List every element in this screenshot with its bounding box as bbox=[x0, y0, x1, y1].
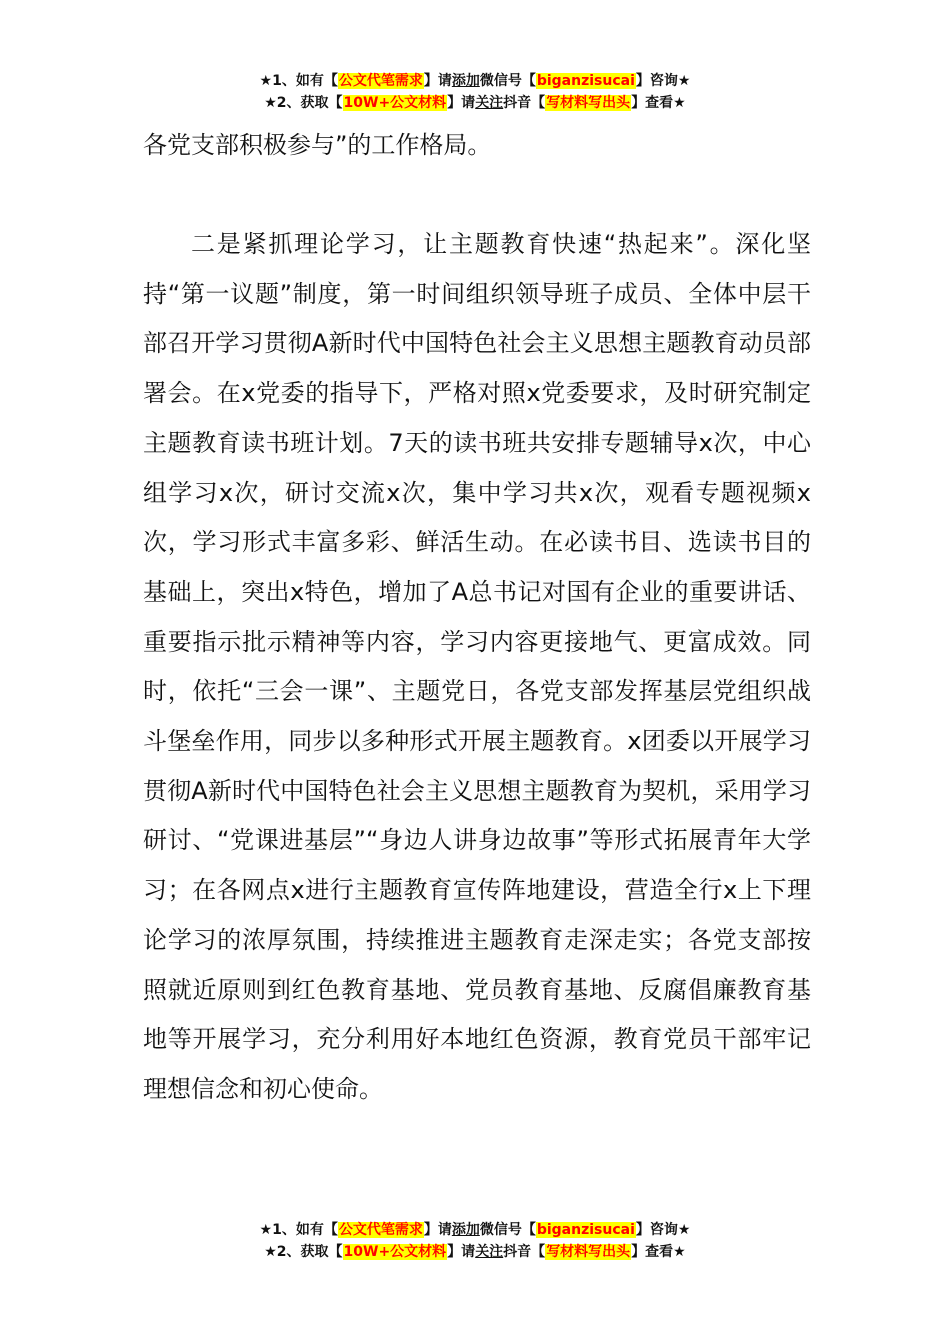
banner-line-2: ★2、获取【10W+公文材料】请关注抖音【写材料写出头】查看★ bbox=[264, 95, 686, 111]
banner-line-1: ★1、如有【公文代笔需求】请添加微信号【biganzisucai】咨询★ bbox=[259, 1222, 691, 1238]
paragraph-text: 二是紧抓理论学习，让主题教育快速“热起来”。深化坚持“第一议题”制度，第一时间组织领导班子成员、全体中层干部召开学习贯彻A新时代中国特色社会主义思想主题教育动员部署会。在x党委的指导下，严格对照x党委要求，及时研究制定主题教育读书班计划。7天的读书班共安排专题辅导x次，中心组学习x次，研讨交流x次，集中学习共x次，观看专题视频x次，学习形式丰富多彩、鲜活生动。在必读书目、选读书目的基础上，突出x特色，增加了A总书记对国有企业的重要讲话、重要指示批示精神等内容，学习内容更接地气、更富成效。同时，依托“三会一课”、主题党日，各党支部发挥基层党组织战斗堡垒作用，同步以多种形式开展主题教育。x团委以开展学习贯彻A新时代中国特色社会主义思想主题教育为契机，采用学习研讨、“党课进基层”“身边人讲身边故事”等形式拓展青年大学习；在各网点x进行主题教育宣传阵地建设，营造全行x上下理论学习的浓厚氛围，持续推进主题教育走深走实；各党支部按照就近原则到红色教育基地、党员教育基地、反腐倡廉教育基地等开展学习，充分利用好本地红色资源，教育党员干部牢记理想信念和初心使命。 bbox=[143, 230, 811, 1103]
header-banner bbox=[0, 70, 950, 114]
highlight-materials: 10W+公文材料 bbox=[343, 1244, 447, 1260]
highlight-wechat-id: biganzisucai bbox=[536, 73, 635, 89]
highlight-service: 公文代笔需求 bbox=[338, 73, 423, 89]
highlight-service: 公文代笔需求 bbox=[338, 1222, 423, 1238]
footer-banner bbox=[0, 1219, 950, 1263]
banner-line-2: ★2、获取【10W+公文材料】请关注抖音【写材料写出头】查看★ bbox=[264, 1244, 686, 1260]
highlight-materials: 10W+公文材料 bbox=[343, 95, 447, 111]
highlight-douyin-account: 写材料写出头 bbox=[546, 95, 631, 111]
paragraph-theory-study bbox=[143, 220, 811, 1115]
paragraph-text: 各党支部积极参与”的工作格局。 bbox=[143, 131, 492, 159]
highlight-wechat-id: biganzisucai bbox=[536, 1222, 635, 1238]
highlight-douyin-account: 写材料写出头 bbox=[546, 1244, 631, 1260]
banner-line-1: ★1、如有【公文代笔需求】请添加微信号【biganzisucai】咨询★ bbox=[259, 73, 691, 89]
paragraph-continued bbox=[143, 121, 811, 171]
